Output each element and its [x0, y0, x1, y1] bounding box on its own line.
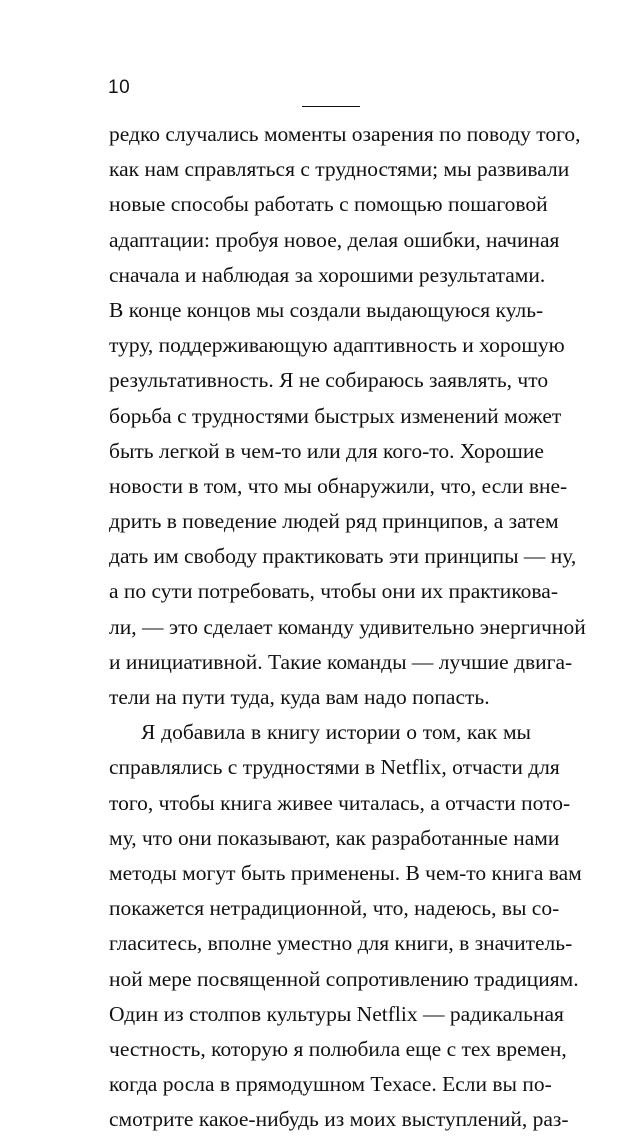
text-line: гласитесь, вполне уместно для книги, в значитель-: [109, 931, 573, 956]
text-line: туру, поддерживающую адаптивность и хорошую: [109, 333, 565, 358]
text-line: того, чтобы книга живее читалась, а отчасти пото-: [109, 790, 571, 815]
text-line: новости в том, что мы обнаружили, что, если вне-: [109, 473, 568, 498]
text-line: когда росла в прямодушном Техасе. Если вы по-: [109, 1072, 552, 1097]
header-rule: [302, 106, 360, 107]
text-line: В конце концов мы создали выдающуюся куль-: [109, 297, 544, 322]
body-text: [109, 117, 586, 1137]
text-line: редко случались моменты озарения по поводу того,: [109, 122, 581, 146]
page-number: 10: [108, 77, 131, 98]
text-line: методы могут быть применены. В чем-то книга вам: [109, 860, 582, 885]
text-line: смотрите какое-нибудь из моих выступлений, раз-: [109, 1107, 569, 1132]
text-line: ли, — это сделает команду удивительно энергичной: [109, 614, 586, 639]
text-line: покажется нетрадиционной, что, надеюсь, вы со-: [109, 896, 560, 921]
text-line: как нам справляться с трудностями; мы развивали: [109, 157, 570, 182]
text-line: и инициативной. Такие команды — лучшие двига-: [109, 649, 573, 674]
text-line: сначала и наблюдая за хорошими результатами.: [109, 262, 546, 287]
text-line: результативность. Я не собираюсь заявлять, что: [109, 368, 549, 393]
text-line-paragraph-start: Я добавила в книгу истории о том, как мы: [141, 720, 531, 745]
text-line: а по сути потребовать, чтобы они их практикова-: [109, 579, 558, 604]
text-line: дать им свободу практиковать эти принципы — ну,: [109, 544, 577, 569]
text-line: честность, которую я полюбила еще с тех времен,: [109, 1036, 567, 1061]
text-line: справлялись с трудностями в Netflix, отчасти для: [109, 755, 560, 780]
text-line-paragraph-end: тели на пути туда, куда вам надо попасть.: [109, 685, 490, 709]
text-line: новые способы работать с помощью пошаговой: [109, 192, 548, 217]
text-line: борьба с трудностями быстрых изменений может: [109, 403, 562, 428]
text-line: дрить в поведение людей ряд принципов, а затем: [109, 509, 559, 534]
text-line: адаптации: пробуя новое, делая ошибки, начиная: [109, 227, 560, 252]
text-line: Один из столпов культуры Netflix — радикальная: [109, 1001, 564, 1026]
text-line: му, что они показывают, как разработанные нами: [109, 825, 560, 850]
text-line: ной мере посвященной сопротивлению традициям.: [109, 966, 579, 991]
text-line: быть легкой в чем-то или для кого-то. Хорошие: [109, 438, 544, 463]
